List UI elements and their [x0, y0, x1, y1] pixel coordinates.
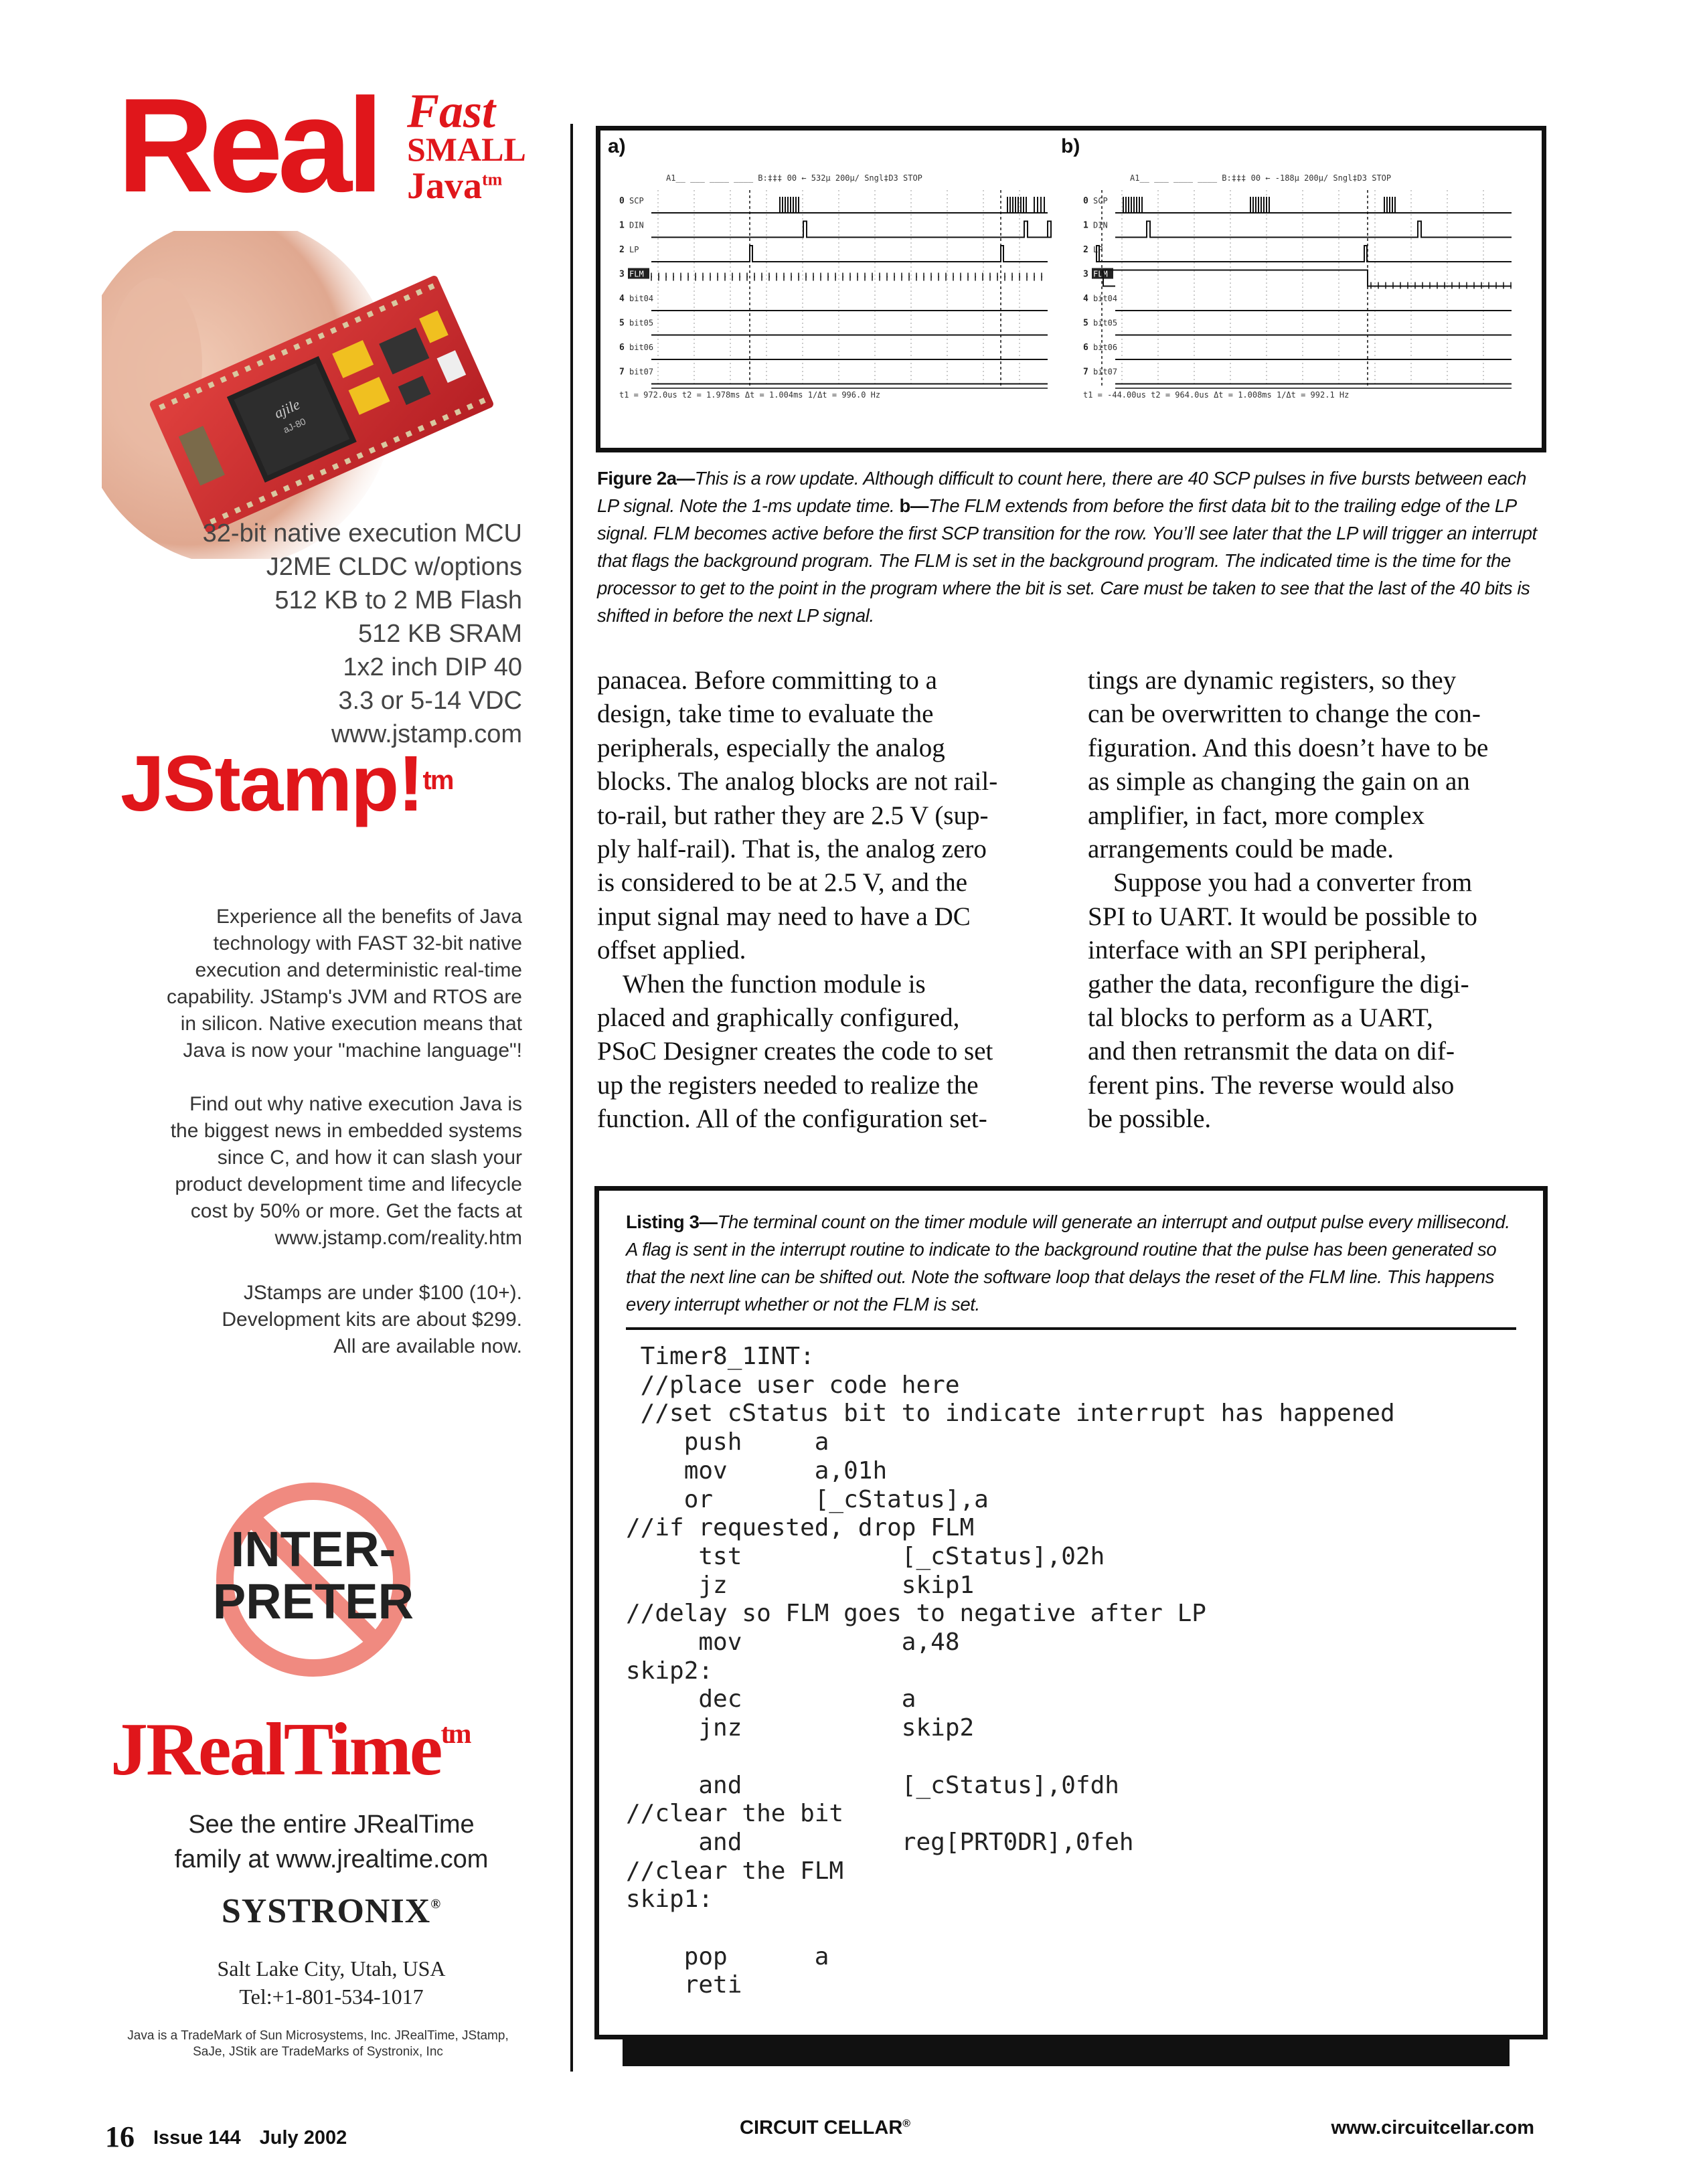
ad-jrealtime-logo: JRealTime$^{tm}$	[110, 1708, 470, 1791]
page-number: 16	[105, 2120, 135, 2153]
ad-address: Salt Lake City, Utah, USA Tel:+1-801-534-1017	[217, 1956, 446, 2009]
scope-readout: t1 = -44.00us t2 = 964.0us Δt = 1.008ms 1/Δt = 992.1 Hz	[1083, 390, 1350, 400]
listing-shadow	[623, 2039, 1510, 2066]
channel-label: DIN	[629, 220, 644, 230]
scope-header: A1__ ___ ____ ____ B:‡‡‡ 00 ← 532µ 200µ/ Sngl‡D3 STOP	[666, 173, 922, 183]
column-divider	[570, 124, 573, 2072]
ad-paragraph-price: JStamps are under $100 (10+). Development kits are about $299. All are available now.	[222, 1282, 522, 1357]
channel-label: bit05	[629, 318, 654, 328]
body-paragraph: When the function module is placed and graphically configured, PSoC Designer creates the code to set up the registers needed to realize the function. All of the configuration set-	[597, 969, 993, 1134]
ad-spec-line: 1x2 inch DIP 40	[343, 653, 522, 681]
svg-text:PRETER: PRETER	[213, 1574, 414, 1629]
ad-jstamp-logo: JStamp!$^{tm}$	[120, 740, 453, 828]
ad-java-text: Java$^{tm}$	[407, 165, 503, 207]
no-interpreter-icon	[213, 1479, 414, 1680]
channel-number: 4	[1083, 294, 1088, 304]
body-paragraph: panacea. Before committing to a design, take time to evaluate the peripherals, especially the analog blocks. The analog blocks are not rail- to-rail, but rather they are 2.5 V (sup- ply half-rail). That is, the analog zero is considered to be at 2.5 V, and the input signal may need to have a DC offset applied.	[597, 666, 998, 965]
ad-spec-line: 512 KB SRAM	[358, 620, 522, 648]
ad-small-text: SMALL	[407, 131, 526, 168]
ad-fast-small-java	[407, 84, 526, 207]
figure-label-b: b)	[1061, 135, 1080, 157]
footer-issue-info	[105, 2117, 347, 2151]
trace-din	[1115, 222, 1512, 238]
ad-paragraph-findout: Find out why native execution Java is the biggest news in embedded systems since C, and how it can slash your product development time and lifecycle cost by 50% or more. Get the facts at www.jstamp.com/reality.htm	[114, 1091, 522, 1252]
channel-number: 4	[619, 294, 625, 304]
channel-label: bit07	[629, 367, 654, 377]
svg-text:ajile: ajile	[271, 396, 303, 422]
channel-number: 6	[1083, 343, 1088, 353]
ad-spec-line: J2ME CLDC w/options	[266, 553, 522, 581]
channel-number: 1	[1083, 220, 1088, 231]
ad-module-photo	[102, 231, 530, 559]
body-paragraph: tings are dynamic registers, so they can be overwritten to change the con- figuration. And this doesn’t have to be as simple as changing the gain on an amplifier, in fact, more complex arrangements could be made.	[1088, 666, 1489, 864]
trace-din	[651, 222, 1051, 238]
scope-readout: t1 = 972.0us t2 = 1.978ms Δt = 1.004ms 1/Δt = 996.0 Hz	[619, 390, 881, 400]
channel-label: bit04	[629, 294, 654, 303]
channel-number: 2	[1083, 245, 1088, 255]
channel-label: bit06	[629, 343, 654, 352]
trace-lp	[1096, 246, 1512, 262]
channel-label: bit05	[1093, 318, 1118, 328]
ad-jrealtime-link[interactable]: family at www.jrealtime.com	[174, 1845, 489, 1873]
channel-number: 7	[1083, 367, 1088, 377]
channel-number: 6	[619, 343, 625, 353]
ad-spec-url[interactable]: www.jstamp.com	[331, 720, 522, 748]
ad-reality-link[interactable]: www.jstamp.com/reality.htm	[274, 1227, 522, 1249]
svg-text:INTER-: INTER-	[230, 1521, 396, 1577]
channel-label: LP	[1093, 245, 1103, 254]
ad-real-logo: Real	[117, 71, 379, 220]
channel-label: SCP	[629, 196, 644, 205]
scope-header: A1__ ___ ____ ____ B:‡‡‡ 00 ← -188µ 200µ/ Sngl‡D3 STOP	[1130, 173, 1392, 183]
trace-flm	[1103, 270, 1512, 286]
channel-label: bit06	[1093, 343, 1118, 352]
ad-spec-line: 512 KB to 2 MB Flash	[274, 586, 522, 614]
channel-number: 3	[1083, 269, 1088, 280]
channel-label: DIN	[1093, 220, 1108, 230]
ad-paragraph-benefits: Experience all the benefits of Java technology with FAST 32-bit native execution and deterministic real-time capability. JStamp's JVM and RTOS are in silicon. Native execution means that Java is now your "machine language"!	[167, 906, 522, 1062]
channel-label: FLM	[629, 269, 644, 279]
scope-trace-a	[619, 167, 1061, 415]
channel-number: 1	[619, 220, 625, 231]
scope-trace-b	[1083, 167, 1525, 415]
listing-rule	[626, 1327, 1516, 1330]
ad-trademark-note: Java is a TradeMark of Sun Microsystems, Inc. JRealTime, JStamp, SaJe, JStik are TradeMarks of Systronix, Inc	[127, 2029, 509, 2059]
body-column-1	[597, 664, 1052, 1137]
footer-magazine: CIRCUIT CELLAR®	[740, 2117, 911, 2138]
channel-number: 0	[1083, 196, 1088, 206]
ad-spec-line: 3.3 or 5-14 VDC	[338, 687, 522, 715]
body-column-2	[1088, 664, 1550, 1137]
footer-url[interactable]: www.circuitcellar.com	[1331, 2117, 1534, 2138]
channel-label: bit07	[1093, 367, 1118, 377]
channel-label: bit04	[1093, 294, 1118, 303]
ad-fast-text: Fast	[407, 84, 496, 138]
footer-issue: Issue 144	[153, 2127, 241, 2149]
ad-specs-list	[120, 517, 522, 751]
trace-lp	[651, 246, 1048, 262]
listing-3-code: Timer8_1INT: //place user code here //set cStatus bit to indicate interrupt has happened push a mov a,01h or [_cStatus],a //if requested, drop FLM tst [_cStatus],02h jz skip1 //delay so FLM goes to negative after LP mov a,48 skip2: dec a jnz skip2 and [_cStatus],0fdh //clear the bit and reg[PRT0DR],0feh //clear the FLM skip1: pop a reti	[626, 1343, 1395, 1999]
figure-2-caption: Figure 2a—This is a row update. Although difficult to count here, there are 40 SCP pulses in five bursts between each LP signal. Note the 1-ms update time. b—The FLM extends from before the first data bit to the trailing edge of the LP signal. FLM becomes active before the first SCP transition for the row. You’ll see later that the LP will trigger an interrupt that flags the background program. The FLM is set in the background program. The indicated time is the time for the processor to get to the point in the program where the bit is set. Care must be taken to see that the last of the 40 bits is shifted in before the next LP signal.	[597, 468, 1537, 626]
channel-number: 5	[619, 318, 625, 329]
footer-date: July 2002	[259, 2127, 347, 2149]
ad-see-family: See the entire JRealTime family at www.jrealtime.com	[134, 1807, 529, 1877]
channel-label: FLM	[1093, 269, 1108, 279]
channel-number: 7	[619, 367, 625, 377]
channel-number: 5	[1083, 318, 1088, 329]
channel-number: 2	[619, 245, 625, 255]
listing-3-caption: Listing 3—The terminal count on the timer module will generate an interrupt and output pulse every millisecond. A flag is sent in the interrupt routine to indicate to the background routine that the pulse has been generated so that the next line can be shifted out. Note the software loop that delays the reset of the FLM line. This happens every interrupt whether or not the FLM is set.	[626, 1211, 1510, 1315]
ad-systronix-logo: SYSTRONIX®	[221, 1892, 442, 1930]
channel-number: 0	[619, 196, 625, 206]
channel-number: 3	[619, 269, 625, 280]
body-paragraph: Suppose you had a converter from SPI to UART. It would be possible to interface with an SPI peripheral, gather the data, reconfigure the digi- tal blocks to perform as a UART, and then retransmit the data on dif- ferent pins. The reverse would also be possible.	[1088, 868, 1477, 1134]
channel-label: SCP	[1093, 196, 1108, 205]
svg-text:aJ-80: aJ-80	[281, 416, 308, 436]
ad-spec-line: 32-bit native execution MCU	[202, 519, 522, 548]
channel-label: LP	[629, 245, 639, 254]
figure-label-a: a)	[608, 135, 626, 157]
